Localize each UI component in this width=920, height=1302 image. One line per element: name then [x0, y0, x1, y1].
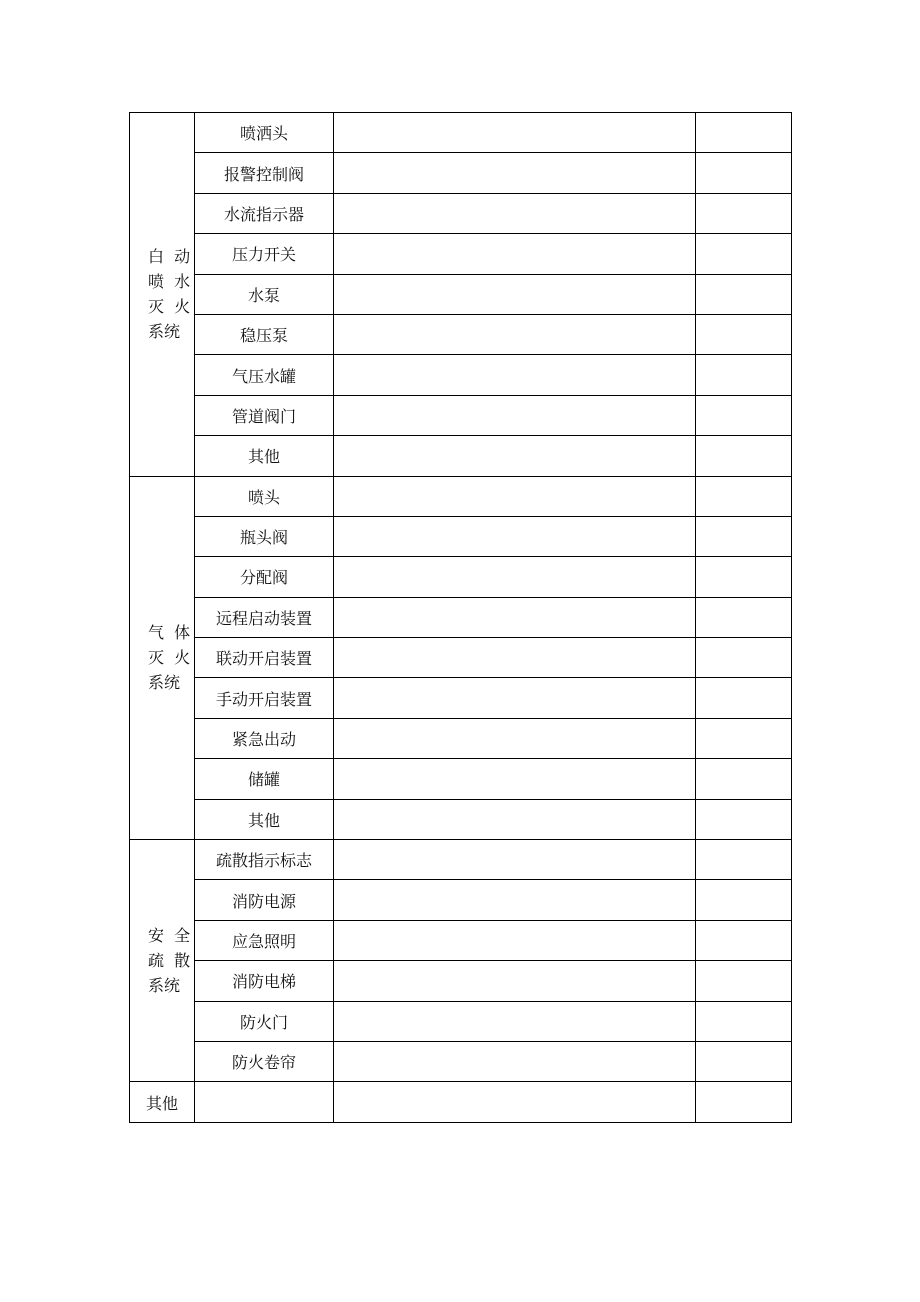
inspection-content-cell[interactable] [334, 678, 696, 718]
item-name-cell: 联动开启装置 [195, 638, 334, 678]
inspection-content-cell[interactable] [334, 597, 696, 637]
item-name-cell: 储罐 [195, 759, 334, 799]
table-row [130, 153, 792, 193]
inspection-content-cell[interactable] [334, 516, 696, 556]
table-row [130, 678, 792, 718]
item-name-cell: 手动开启装置 [195, 678, 334, 718]
inspection-content-cell[interactable] [334, 920, 696, 960]
inspection-result-cell[interactable] [696, 880, 792, 920]
inspection-content-cell[interactable] [334, 113, 696, 153]
table-row [130, 395, 792, 435]
item-name-cell: 分配阀 [195, 557, 334, 597]
item-name-cell: 紧急出动 [195, 718, 334, 758]
table-row [130, 638, 792, 678]
inspection-content-cell[interactable] [334, 234, 696, 274]
inspection-content-cell[interactable] [334, 395, 696, 435]
inspection-content-cell[interactable] [334, 153, 696, 193]
item-name-cell: 稳压泵 [195, 314, 334, 354]
table-row [130, 1001, 792, 1041]
inspection-content-cell[interactable] [334, 880, 696, 920]
inspection-result-cell[interactable] [696, 436, 792, 476]
system-name-line: 气 体 [148, 623, 191, 643]
system-name-line: 喷 水 [148, 272, 191, 292]
inspection-content-cell[interactable] [334, 1041, 696, 1081]
item-name-cell: 喷洒头 [195, 113, 334, 153]
system-name-cell [130, 113, 195, 477]
system-name-line: 安 全 [148, 926, 191, 946]
inspection-table [129, 112, 792, 1123]
inspection-result-cell[interactable] [696, 1082, 792, 1122]
item-name-cell: 气压水罐 [195, 355, 334, 395]
item-name-cell: 管道阀门 [195, 395, 334, 435]
system-name-cell [130, 840, 195, 1082]
inspection-content-cell[interactable] [334, 314, 696, 354]
item-name-cell: 应急照明 [195, 920, 334, 960]
inspection-content-cell[interactable] [334, 274, 696, 314]
inspection-content-cell[interactable] [334, 1082, 696, 1122]
item-name-cell: 防火门 [195, 1001, 334, 1041]
table-row [130, 920, 792, 960]
inspection-result-cell[interactable] [696, 234, 792, 274]
table-row [130, 840, 792, 880]
table-row [130, 113, 792, 153]
inspection-result-cell[interactable] [696, 314, 792, 354]
system-name-line: 灭 火 [148, 297, 191, 317]
table-row [130, 1041, 792, 1081]
item-name-cell: 消防电源 [195, 880, 334, 920]
inspection-content-cell[interactable] [334, 557, 696, 597]
table-row [130, 476, 792, 516]
table-row [130, 355, 792, 395]
inspection-result-cell[interactable] [696, 718, 792, 758]
inspection-result-cell[interactable] [696, 395, 792, 435]
item-name-cell: 瓶头阀 [195, 516, 334, 556]
inspection-result-cell[interactable] [696, 799, 792, 839]
inspection-result-cell[interactable] [696, 274, 792, 314]
inspection-table-body [130, 113, 792, 1123]
inspection-result-cell[interactable] [696, 678, 792, 718]
inspection-content-cell[interactable] [334, 476, 696, 516]
other-label-cell: 其他 [130, 1082, 195, 1122]
inspection-result-cell[interactable] [696, 516, 792, 556]
inspection-result-cell[interactable] [696, 920, 792, 960]
table-row [130, 193, 792, 233]
inspection-content-cell[interactable] [334, 759, 696, 799]
inspection-result-cell[interactable] [696, 1041, 792, 1081]
inspection-result-cell[interactable] [696, 597, 792, 637]
system-name-line: 系统 [148, 673, 181, 693]
table-row [130, 799, 792, 839]
inspection-result-cell[interactable] [696, 193, 792, 233]
item-name-cell: 消防电梯 [195, 961, 334, 1001]
item-name-cell [195, 1082, 334, 1122]
inspection-result-cell[interactable] [696, 476, 792, 516]
inspection-content-cell[interactable] [334, 961, 696, 1001]
item-name-cell: 其他 [195, 799, 334, 839]
inspection-result-cell[interactable] [696, 759, 792, 799]
table-row [130, 759, 792, 799]
table-row [130, 516, 792, 556]
inspection-content-cell[interactable] [334, 1001, 696, 1041]
inspection-result-cell[interactable] [696, 153, 792, 193]
system-name-line: 疏 散 [148, 951, 191, 971]
inspection-content-cell[interactable] [334, 355, 696, 395]
table-row [130, 557, 792, 597]
table-row [130, 436, 792, 476]
inspection-content-cell[interactable] [334, 840, 696, 880]
item-name-cell: 喷头 [195, 476, 334, 516]
inspection-result-cell[interactable] [696, 113, 792, 153]
inspection-content-cell[interactable] [334, 436, 696, 476]
table-row [130, 597, 792, 637]
table-row-other [130, 1082, 792, 1122]
item-name-cell: 防火卷帘 [195, 1041, 334, 1081]
inspection-result-cell[interactable] [696, 557, 792, 597]
inspection-result-cell[interactable] [696, 638, 792, 678]
item-name-cell: 水泵 [195, 274, 334, 314]
table-row [130, 880, 792, 920]
item-name-cell: 报警控制阀 [195, 153, 334, 193]
table-row [130, 274, 792, 314]
inspection-result-cell[interactable] [696, 961, 792, 1001]
item-name-cell: 远程启动装置 [195, 597, 334, 637]
inspection-content-cell[interactable] [334, 193, 696, 233]
table-row [130, 961, 792, 1001]
system-name-cell [130, 476, 195, 840]
system-name-line: 灭 火 [148, 648, 191, 668]
table-row [130, 314, 792, 354]
table-row [130, 234, 792, 274]
inspection-result-cell[interactable] [696, 840, 792, 880]
system-name-line: 系统 [148, 976, 181, 996]
item-name-cell: 其他 [195, 436, 334, 476]
inspection-content-cell[interactable] [334, 799, 696, 839]
table-row [130, 718, 792, 758]
inspection-result-cell[interactable] [696, 355, 792, 395]
item-name-cell: 水流指示器 [195, 193, 334, 233]
inspection-content-cell[interactable] [334, 638, 696, 678]
system-name-line: 白 动 [148, 247, 191, 267]
item-name-cell: 疏散指示标志 [195, 840, 334, 880]
system-name-line: 系统 [148, 322, 181, 342]
item-name-cell: 压力开关 [195, 234, 334, 274]
inspection-content-cell[interactable] [334, 718, 696, 758]
inspection-result-cell[interactable] [696, 1001, 792, 1041]
